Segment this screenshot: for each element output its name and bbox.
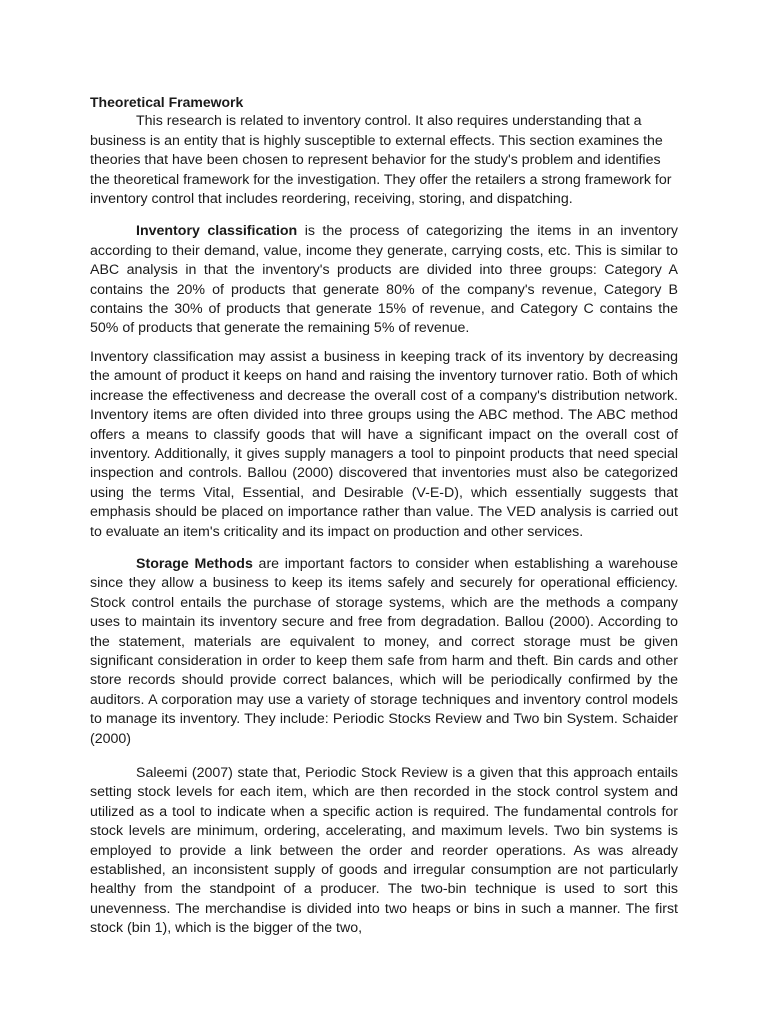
inventory-classification-paragraph (90, 222, 678, 338)
intro-paragraph-text: This research is related to inventory control. It also requires understanding that a business is an entity that is highly susceptible to external effects. This section examines the theories that have been chosen to represent behavior for the study's problem and identifies the theoretical framework for the investigation. They offer the retailers a strong framework for inventory control that includes reordering, receiving, storing, and dispatching. (90, 113, 672, 208)
inventory-classification-detail-text: Inventory classification may assist a business in keeping track of its inventory by decreasing the amount of product it keeps on hand and raising the inventory turnover ratio. Both of which increase the effectiveness and decrease the overall cost of a company's distribution network. Inventory items are often divided into three groups using the ABC method. The ABC method offers a means to classify goods that will have a significant impact on the overall cost of inventory. Additionally, it gives supply managers a tool to pinpoint products that need special inspection and controls. Ballou (2000) discovered that inventories must also be categorized using the terms Vital, Essential, and Desirable (V-E-D), which essentially suggests that emphasis should be placed on importance rather than value. The VED analysis is carried out to evaluate an item's criticality and its impact on production and other services. (90, 348, 678, 540)
storage-methods-paragraph (90, 555, 678, 749)
storage-methods-text: are important factors to consider when establishing a warehouse since they allow a business to keep its items safely and securely for operational efficiency. Stock control entails the purchase of storage systems, which are the methods a company uses to maintain its inventory secure and free from degradation. Ballou (2000). According to the statement, materials are equivalent to money, and correct storage must be given significant consideration in order to keep them safe from harm and theft. Bin cards and other store records should provide correct balances, which will be periodically confirmed by the auditors. A corporation may use a variety of storage techniques and inventory control models to manage its inventory. They include: Periodic Stocks Review and Two bin System. Schaider (2000) (90, 555, 678, 747)
stock-review-paragraph (90, 764, 678, 939)
inventory-classification-text: is the process of categorizing the items in an inventory according to their demand, value, income they generate, carrying costs, etc. This is similar to ABC analysis in that the inventory's products are divided into three groups: Category A contains the 20% of products that generate 80% of the company's revenue, Category B contains the 30% of products that generate 15% of revenue, and Category C contains the 50% of products that generate the remaining 5% of revenue. (90, 223, 678, 337)
intro-paragraph (90, 112, 678, 209)
inventory-classification-detail-paragraph (90, 348, 678, 542)
section-title: Theoretical Framework (90, 94, 244, 110)
stock-review-text: Saleemi (2007) state that, Periodic Stock Review is a given that this approach entails setting stock levels for each item, which are then recorded in the stock control system and utilized as a tool to indicate when a specific action is required. The fundamental controls for stock levels are minimum, ordering, accelerating, and maximum levels. Two bin systems is employed to provide a link between the order and reorder operations. As was already established, an inconsistent supply of goods and irregular consumption are not particularly healthy from the standpoint of a producer. The two-bin technique is used to sort this unevenness. The merchandise is divided into two heaps or bins in such a manner. The first stock (bin 1), which is the bigger of the two, (90, 765, 678, 937)
inventory-classification-term: Inventory classification (136, 223, 298, 240)
storage-methods-term: Storage Methods (136, 555, 253, 572)
document-page (90, 93, 678, 939)
